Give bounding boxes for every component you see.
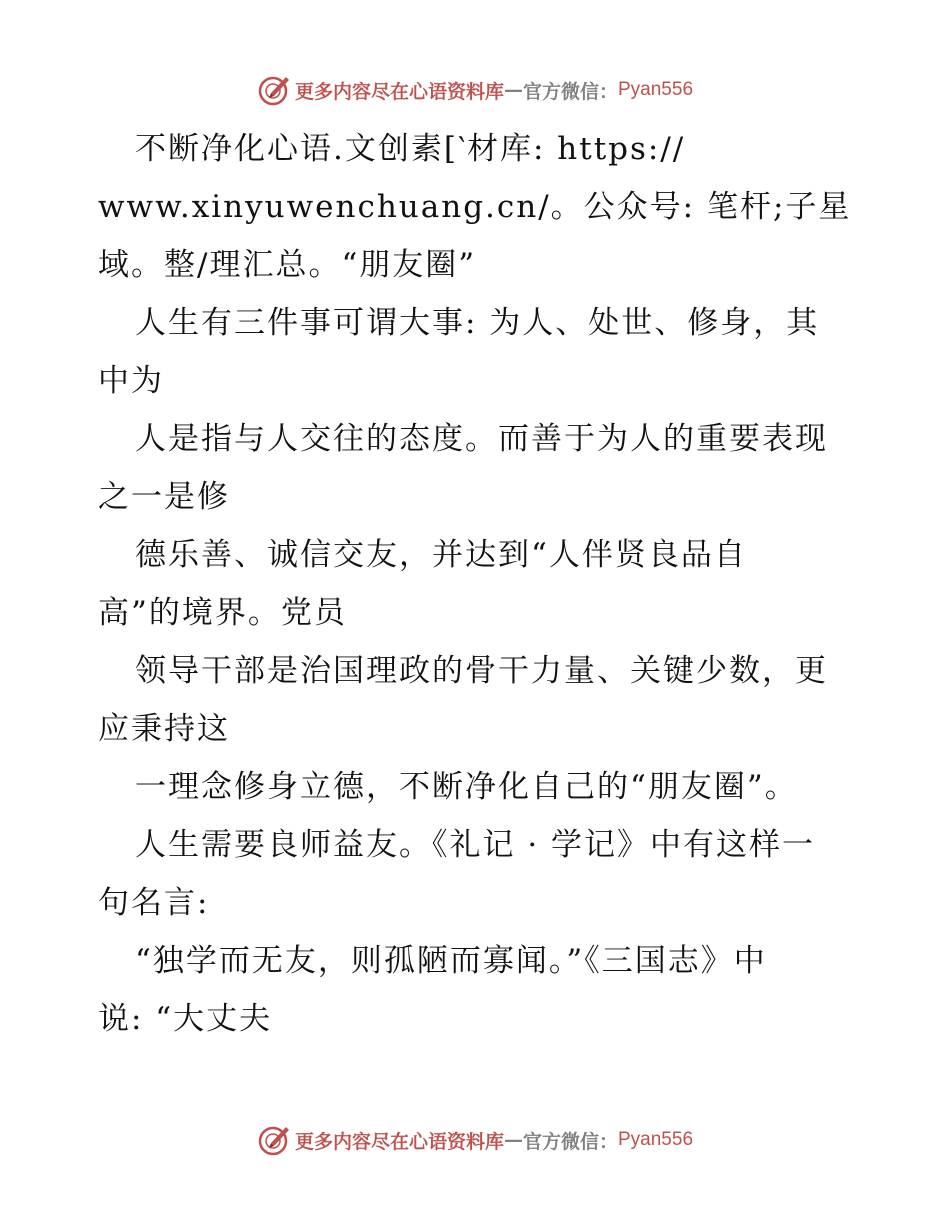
header-wechat-id: Pyan556 (618, 79, 694, 100)
footer-dash: — (503, 1129, 523, 1151)
header-banner (0, 70, 950, 110)
body-line: 德乐善、诚信交友，并达到“人伴贤良品自 (135, 537, 747, 573)
pen-logo-icon (257, 1123, 291, 1157)
body-line: 中为 (98, 363, 164, 399)
header-brand-text: 更多内容尽在心语资料库 (294, 80, 504, 103)
header-wechat-label: 官方微信： (522, 80, 618, 103)
body-line: 一理念修身立德，不断净化自己的“朋友圈”。 (135, 769, 798, 805)
body-line: 人是指与人交往的态度。而善于为人的重要表现 (135, 421, 828, 457)
body-line: 域。整/理汇总。“朋友圈” (98, 247, 477, 283)
body-line: 高”的境界。党员 (98, 595, 347, 631)
body-line: 应秉持这 (98, 711, 230, 747)
footer-wechat-label: 官方微信： (522, 1130, 618, 1153)
body-line: 句名言: (98, 885, 210, 921)
body-line: “独学而无友，则孤陋而寡闻。”《三国志》中 (135, 943, 767, 979)
body-line: 之一是修 (98, 479, 230, 515)
footer-wechat-id: Pyan556 (618, 1129, 694, 1150)
body-text (98, 120, 858, 1048)
footer-brand-text: 更多内容尽在心语资料库 (294, 1130, 504, 1153)
body-line: 不断净化心语.文创素[‵材库: https:// (135, 131, 686, 167)
header-dash: — (503, 79, 523, 101)
body-line: www.xinyuwenchuang.cn/。公众号: 笔杆;子星 (98, 189, 852, 225)
body-line: 人生需要良师益友。《礼记 · 学记》中有这样一 (135, 827, 816, 863)
footer-banner (0, 1120, 950, 1160)
pen-logo-icon (257, 73, 291, 107)
body-line: 说: “大丈夫 (98, 1001, 273, 1037)
body-line: 领导干部是治国理政的骨干力量、关键少数，更 (135, 653, 828, 689)
body-line: 人生有三件事可谓大事: 为人、处世、修身，其 (135, 305, 820, 341)
